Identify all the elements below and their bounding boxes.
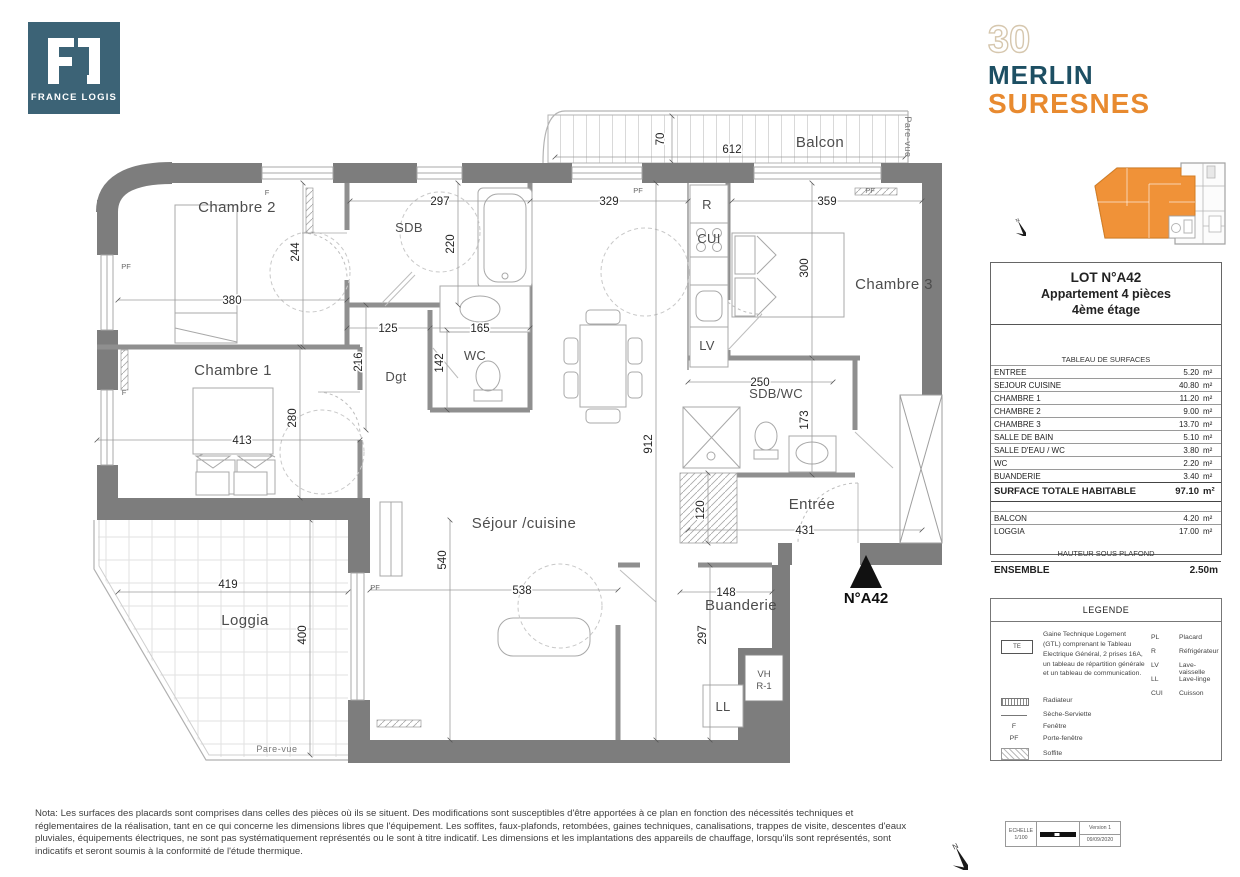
legend-panel	[990, 598, 1222, 761]
row-label: WC	[994, 458, 1008, 468]
pare-vue-label-bottom: Pare-vue	[256, 744, 298, 754]
loggia	[90, 515, 355, 765]
dim-297: 297	[430, 196, 450, 208]
ceiling-height-title: HAUTEUR SOUS PLAFOND	[1057, 548, 1155, 558]
window-label-pf-loggia: PF	[370, 583, 380, 592]
table-row	[991, 404, 1221, 417]
total-unit: m²	[1203, 486, 1215, 498]
row-unit: m²	[1203, 406, 1213, 416]
table-row	[991, 365, 1221, 378]
dim-912: 912	[643, 434, 655, 454]
lot-info-panel	[990, 262, 1222, 577]
dim-loggia-400: 400	[297, 625, 309, 645]
window-label-pf-top2: PF	[865, 186, 875, 195]
dim-538: 538	[512, 585, 532, 597]
dim-540: 540	[437, 550, 449, 570]
window-label-pf-left: PF	[121, 262, 131, 271]
table-row	[991, 469, 1221, 482]
entree-placard	[900, 395, 942, 543]
room-label-dgt: Dgt	[385, 369, 407, 384]
vh-label-line2: R-1	[756, 681, 772, 692]
room-label-sdbwc: SDB/WC	[749, 386, 803, 401]
dim-165: 165	[470, 323, 490, 335]
scale-bar-icon	[1040, 832, 1076, 837]
keyplan-notch-room	[1169, 216, 1195, 238]
table-row	[991, 417, 1221, 430]
legend-item-label: Fenêtre	[1043, 723, 1067, 730]
abbr-label: Cuisson	[1179, 690, 1204, 697]
surface-table-title: TABLEAU DE SURFACES	[1061, 355, 1151, 365]
row-unit: m²	[1203, 393, 1213, 403]
appliance-label-ll: LL	[715, 699, 731, 714]
row-value: 13.70	[1178, 419, 1199, 429]
room-label-chambre3: Chambre 3	[855, 276, 933, 293]
table-row	[991, 443, 1221, 456]
row-label: CHAMBRE 3	[994, 419, 1041, 429]
dim-244: 244	[290, 242, 302, 262]
row-label: SEJOUR CUISINE	[994, 380, 1062, 390]
nota-text: Nota: Les surfaces des placards sont comprises dans celles des pièces où ils se situent. Des modifications sont susceptibles d'être apportées à ce plan en fonction des nécessités techniques et réglementaires de la réalisation, tant en ce qui concerne les dimensions libres que l'équipement. Les soffites, faux-plafonds, retombées, gaines techniques, canalisations, trappes de visite, descentes d'eaux pluviales, équipements électriques, ne sont pas systématiquement représentés ou le sont à titre indicatif. Les dimensions et les implantations des appareils de chauffage, lorsqu'ils sont représentés, sont indicatifs et seront soumis à la conformité de l'étude thermique.	[35, 808, 907, 857]
brand-number: 30	[988, 19, 1031, 61]
room-label-loggia: Loggia	[221, 612, 269, 629]
logo-wordmark: FRANCE LOGIS	[30, 92, 118, 103]
total-label: SURFACE TOTALE HABITABLE	[994, 486, 1136, 498]
row-label: BALCON	[994, 513, 1027, 523]
appliance-label-r: R	[702, 197, 712, 212]
appliance-label-lv: LV	[699, 338, 715, 353]
row-value: 4.20	[1183, 513, 1199, 523]
room-label-buanderie: Buanderie	[705, 597, 777, 614]
dim-250: 250	[750, 377, 770, 389]
room-label-balcon: Balcon	[795, 134, 845, 151]
surface-table	[991, 365, 1221, 482]
legend-item-label: Radiateur	[1043, 697, 1073, 704]
window-label-f-left: F	[121, 388, 127, 397]
dim-120: 120	[695, 500, 707, 520]
abbr-label: Réfrigérateur	[1179, 648, 1219, 655]
row-value: 3.40	[1183, 471, 1199, 481]
abbr-key: CUI	[1151, 690, 1163, 697]
abbr-key: PL	[1151, 634, 1160, 641]
row-label: LOGGIA	[994, 526, 1025, 536]
dim-balcon-612: 612	[722, 144, 742, 156]
brand-line1: MERLIN	[988, 60, 1094, 90]
row-unit: m	[1209, 565, 1218, 577]
row-label: CHAMBRE 2	[994, 406, 1041, 416]
dim-142: 142	[434, 353, 446, 373]
annex-table	[991, 511, 1221, 537]
vh-label-line1: VH	[757, 669, 771, 680]
lot-title: LOT N°A42	[1070, 270, 1142, 285]
ceiling-height-row	[991, 561, 1221, 580]
appliance-label-cui: CUI	[697, 231, 721, 246]
dim-297-buanderie: 297	[697, 625, 709, 645]
abbr-key: LV	[1151, 662, 1159, 669]
dim-loggia-419: 419	[218, 579, 238, 591]
table-row	[991, 511, 1221, 524]
row-unit: m²	[1203, 471, 1213, 481]
row-label: SALLE D'EAU / WC	[994, 445, 1065, 455]
lot-panel-header	[991, 263, 1221, 325]
row-label: ENTREE	[994, 367, 1027, 377]
table-row	[991, 391, 1221, 404]
lot-subtitle-floor: 4ème étage	[1071, 302, 1141, 317]
abbr-key: LL	[1151, 676, 1159, 683]
legend-item-label: Porte-fenêtre	[1043, 735, 1083, 742]
floor-plan	[60, 100, 960, 805]
dim-220: 220	[445, 234, 457, 254]
window-key: F	[1011, 723, 1017, 730]
row-value: 40.80	[1178, 380, 1199, 390]
row-unit: m²	[1203, 432, 1213, 442]
table-row	[991, 524, 1221, 537]
keyplan-thumbnail	[1085, 156, 1235, 254]
towel-dryer-icon	[1001, 715, 1027, 716]
abbr-label: Lave-vaisselle	[1179, 662, 1206, 676]
dim-380: 380	[222, 295, 242, 307]
brand-block	[986, 16, 1206, 116]
row-label: BUANDERIE	[994, 471, 1041, 481]
soffit-icon	[1001, 748, 1029, 760]
abbr-label: Lave-linge	[1179, 676, 1211, 683]
row-unit: m²	[1203, 513, 1213, 523]
lot-marker-label: N°A42	[843, 590, 889, 607]
row-unit: m²	[1203, 458, 1213, 468]
row-value: 3.80	[1183, 445, 1199, 455]
radiator-icon	[1001, 698, 1029, 706]
total-value: 97.10	[1175, 486, 1199, 498]
row-unit: m²	[1203, 526, 1213, 536]
total-surface-row	[991, 482, 1221, 502]
row-unit: m²	[1203, 419, 1213, 429]
row-label: CHAMBRE 1	[994, 393, 1041, 403]
room-label-sdb: SDB	[395, 220, 423, 235]
vh-duct-box	[745, 655, 783, 701]
dim-300: 300	[799, 258, 811, 278]
legend-item-label: Sèche-Serviette	[1043, 711, 1092, 718]
row-value: 9.00	[1183, 406, 1199, 416]
table-row	[991, 456, 1221, 469]
abbr-key: R	[1151, 648, 1156, 655]
room-label-sejour: Séjour /cuisine	[471, 515, 577, 532]
lot-subtitle-type: Appartement 4 pièces	[1041, 286, 1171, 301]
row-value: 11.20	[1179, 393, 1199, 403]
row-value: 2.50	[1189, 565, 1210, 577]
room-label-chambre1: Chambre 1	[194, 362, 272, 379]
room-label-chambre2: Chambre 2	[198, 199, 276, 216]
dim-280: 280	[287, 408, 299, 428]
row-unit: m²	[1203, 445, 1213, 455]
soffite-hatch-area	[680, 473, 737, 543]
keyplan-compass-icon	[986, 196, 1026, 236]
row-value: 5.20	[1183, 367, 1199, 377]
scale-label: ECHELLE	[1008, 827, 1034, 834]
room-label-entree: Entrée	[788, 496, 836, 513]
row-label: ENSEMBLE	[994, 565, 1050, 577]
dim-359: 359	[817, 196, 837, 208]
dim-329: 329	[599, 196, 619, 208]
scale-box	[1005, 821, 1121, 847]
window-label-pf-top1: PF	[633, 186, 643, 195]
compass-rose-icon	[908, 810, 968, 870]
row-value: 5.10	[1183, 432, 1199, 442]
table-row	[991, 430, 1221, 443]
dim-216: 216	[353, 352, 365, 372]
plan-version: Version 1	[1080, 822, 1120, 835]
abbr-label: Placard	[1179, 634, 1203, 641]
row-value: 17.00	[1178, 526, 1199, 536]
row-unit: m²	[1203, 367, 1213, 377]
plan-date: 09/09/2020	[1086, 837, 1114, 844]
pare-vue-label-right: Pare-vue	[903, 116, 913, 158]
dim-413: 413	[232, 435, 252, 447]
te-box-icon: TE	[1001, 640, 1033, 654]
balcony	[543, 111, 913, 163]
legend-title: LEGENDE	[991, 599, 1221, 622]
dim-173: 173	[799, 410, 811, 430]
row-label: SALLE DE BAIN	[994, 432, 1054, 442]
row-unit: m²	[1203, 380, 1213, 390]
brand-line2: SURESNES	[988, 88, 1151, 116]
window-label-f-top: F	[264, 188, 270, 197]
french-window-key: PF	[1009, 735, 1019, 742]
dim-125: 125	[378, 323, 398, 335]
table-row	[991, 378, 1221, 391]
dim-431: 431	[795, 525, 815, 537]
row-value: 2.20	[1183, 458, 1199, 468]
legend-item-label: Soffite	[1043, 750, 1063, 757]
gtl-description: Gaine Technique Logement (GTL) comprenant le Tableau Electrique Général, 2 prises 16A, un tableau de répartition générale et un tableau de communication.	[1043, 631, 1145, 678]
dim-balcon-70: 70	[655, 132, 667, 146]
scale-value: 1/100	[1014, 834, 1028, 841]
room-label-wc: WC	[463, 348, 487, 363]
dim-148: 148	[716, 587, 736, 599]
